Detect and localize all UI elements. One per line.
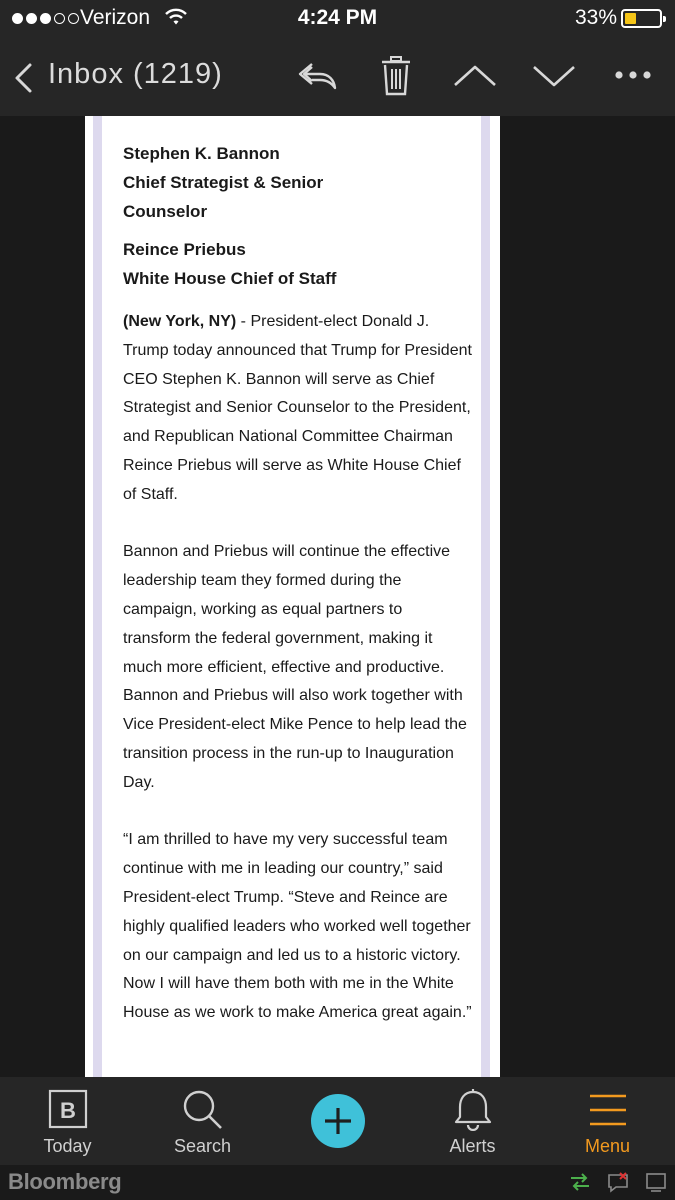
chevron-up-icon[interactable] (453, 64, 497, 88)
tab-today[interactable]: B Today (0, 1077, 135, 1165)
reply-icon[interactable] (296, 58, 338, 94)
message-viewport[interactable] (0, 116, 675, 1077)
more-icon[interactable] (614, 70, 654, 80)
tab-search[interactable]: Search (135, 1077, 270, 1165)
chevron-left-icon[interactable] (12, 62, 36, 94)
clock-time: 4:24 PM (297, 6, 378, 29)
battery-percent: 33% (574, 6, 617, 29)
page-right-border (481, 116, 490, 1077)
brand-bar (0, 1165, 675, 1200)
mail-toolbar (0, 38, 675, 116)
paragraph-quote: “I am thrilled to have my very successful team continue with me in leading our country,” said President-elect Trump. “Steve and Reince are highly qualified leaders who worked well together on our campaign and led us to a historic victory. Now I will have them both with me in the White House as we work to make America great again.” (123, 831, 472, 1022)
dateline: (New York, NY) (123, 312, 237, 330)
paragraph-announcement: (New York, NY) - President-elect Donald J. Trump today announced that Trump for President CEO Stephen K. Bannon will serve as Chief Strategist and Senior Counselor to the President, and Republican National Committee Chairman Reince Priebus will serve as White House Chief of Staff. (123, 312, 472, 503)
svg-text:B: B (59, 1098, 76, 1123)
signature-bannon: Stephen K. Bannon Chief Strategist & Senior Counselor (123, 144, 324, 221)
email-body (123, 140, 473, 1057)
trash-icon[interactable] (381, 56, 411, 96)
message-error-icon (607, 1171, 629, 1193)
menu-icon (588, 1093, 628, 1127)
battery-icon (621, 9, 662, 28)
tab-alerts[interactable]: Alerts (405, 1077, 540, 1165)
tab-menu[interactable]: Menu (540, 1077, 675, 1165)
search-icon (182, 1089, 224, 1131)
status-bar (0, 0, 675, 38)
compose-plus-button[interactable] (270, 1077, 405, 1165)
bell-icon (453, 1089, 493, 1131)
bottom-tab-bar (0, 1077, 675, 1165)
chevron-down-icon[interactable] (532, 64, 576, 88)
plus-icon (310, 1093, 366, 1149)
carrier-name: Verizon (80, 6, 151, 29)
bloomberg-b-icon (48, 1089, 88, 1129)
page-left-border (93, 116, 102, 1077)
bloomberg-wordmark: Bloomberg (8, 1169, 122, 1194)
email-page (85, 116, 500, 1077)
screen-icon (645, 1171, 667, 1193)
transfer-arrows-icon (569, 1171, 591, 1193)
paragraph-leadership: Bannon and Priebus will continue the effective leadership team they formed during the campaign, working as equal partners to transform the federal government, making it much more efficient, effective and productive. Bannon and Priebus will also work together with Vice President-elect Mike Pence to help lead the transition process in the run-up to Inauguration Day. (123, 543, 467, 791)
inbox-back-button[interactable]: Inbox (1219) (48, 58, 223, 90)
signature-priebus: Reince Priebus White House Chief of Staff (123, 240, 337, 289)
